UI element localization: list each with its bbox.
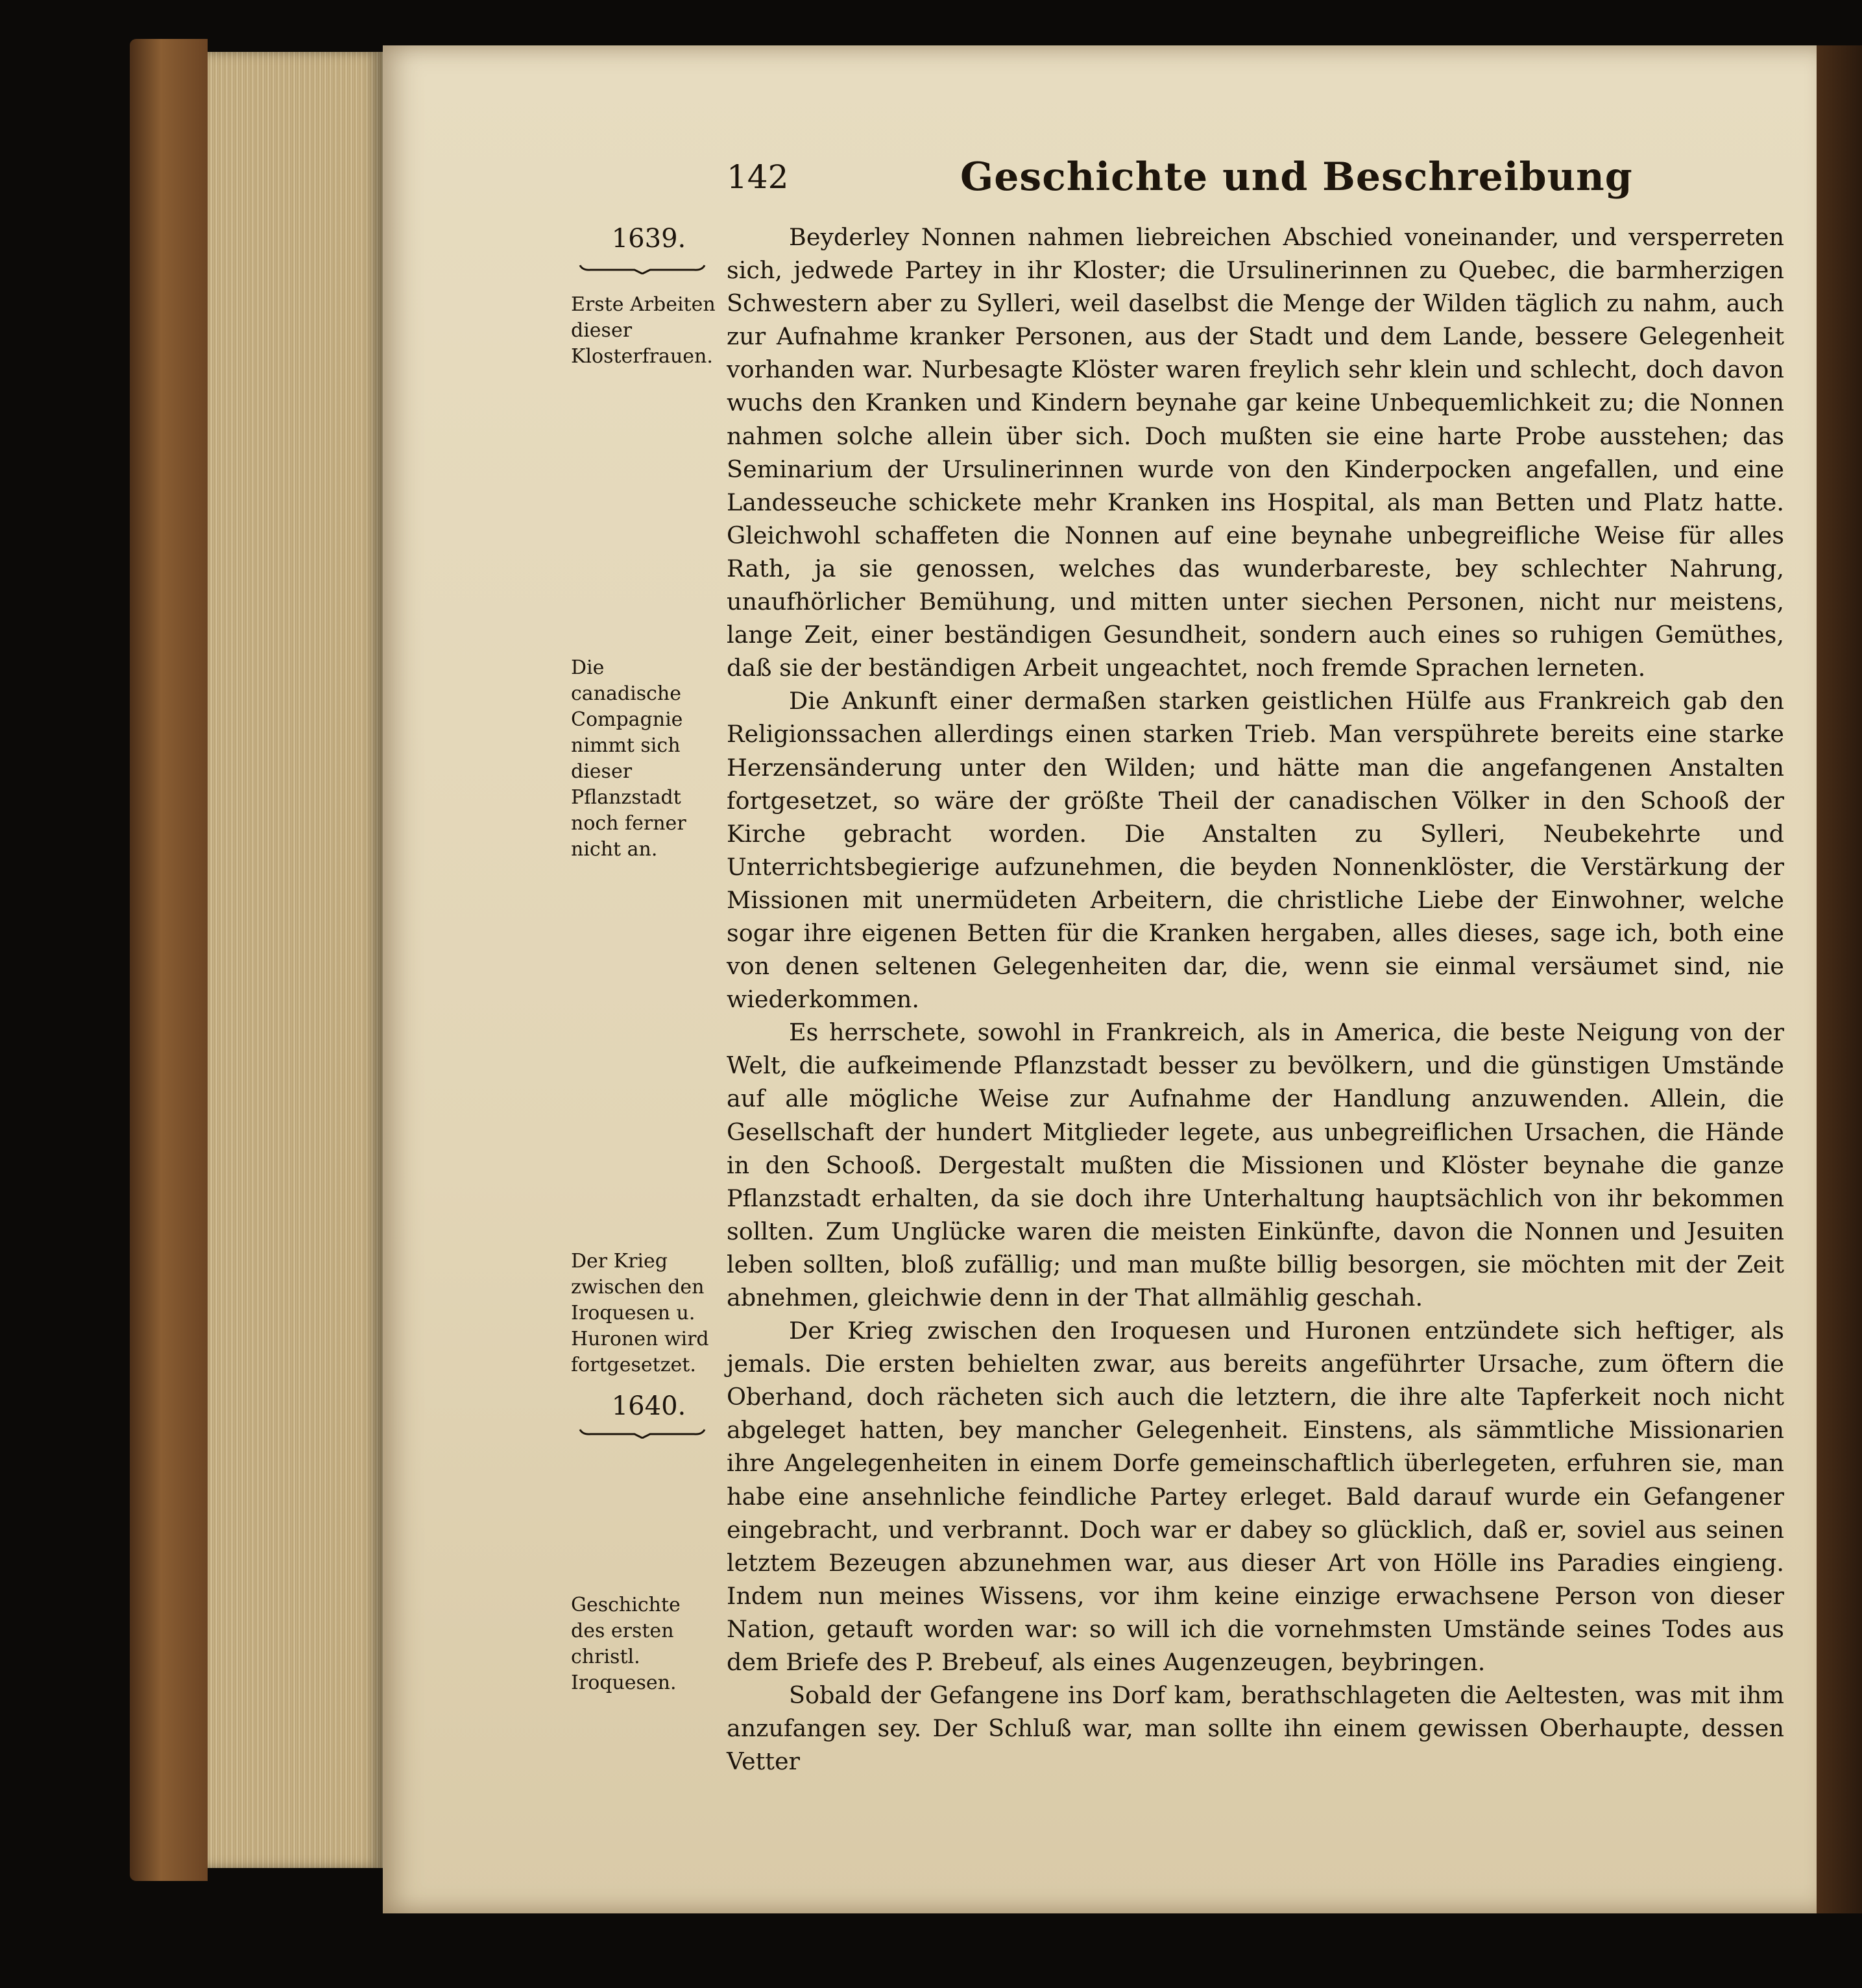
- body-text: [727, 221, 1784, 1778]
- page-number: 142: [727, 158, 789, 196]
- margin-note: Die canadische Compagnie nimmt sich dieser Pflanzstadt noch ferner nicht an.: [571, 656, 686, 861]
- margin-year-1639: 1639.: [611, 224, 686, 254]
- margin-year-1640: 1640.: [611, 1391, 686, 1421]
- margin-note: Der Krieg zwischen den Iroquesen u. Huronen wird fortgesetzet.: [571, 1250, 709, 1376]
- margin-note: Erste Arbeiten dieser Klosterfrauen.: [571, 293, 716, 368]
- page-header: [727, 149, 1804, 201]
- margin-note: Geschichte des ersten christl. Iroquesen.: [571, 1594, 681, 1694]
- ornamental-rule: [577, 1427, 707, 1439]
- page-edges: [208, 52, 383, 1868]
- paragraph: Es herrschete, sowohl in Frankreich, als in America, die beste Neigung von der Welt, die aufkeimende Pflanzstadt besser zu bevölkern, und die günstigen Umstände auf alle mögliche Weise zur Aufnahme der Handlung anzuwenden. Allein, die Gesellschaft der hundert Mitglieder legete, aus unbegreiflichen Ursachen, die Hände in den Schooß. Dergestalt mußten die Missionen und Klöster beynahe die ganze Pflanzstadt erhalten, da sie doch ihre Unterhaltung hauptsächlich von ihr bekommen sollten. Zum Unglücke waren die meisten Einkünfte, davon die Nonnen und Jesuiten leben sollten, bloß zufällig; und man mußte billig besorgen, sie möchten mit der Zeit abnehmen, gleichwie denn in der That allmählig geschah.: [727, 1018, 1784, 1311]
- paragraph: Der Krieg zwischen den Iroquesen und Huronen entzündete sich heftiger, als jemals. Die ersten behielten zwar, aus bereits angeführter Ursache, zum öftern die Oberhand, doch rächeten sich auch die letztern, die ihre alte Tapferkeit noch nicht abgeleget hatten, bey mancher Gelegenheit. Einstens, als sämmtliche Missionarien ihre Angelegenheiten in einem Dorfe gemeinschaftlich überlegeten, erfuhren sie, man habe eine ansehnliche feindliche Partey erleget. Bald darauf wurde ein Gefangener eingebracht, und verbrannt. Doch war er dabey so glücklich, daß er, soviel aus seinen letztem Bezeugen abzunehmen war, aus dieser Art von Hölle ins Paradies eingieng. Indem nun meines Wissens, vor ihm keine einzige erwachsene Person von dieser Nation, getauft worden war: so will ich die vornehmsten Umstände seines Todes aus dem Briefe des P. Brebeuf, als eines Augenzeugen, beybringen.: [727, 1317, 1784, 1677]
- running-title: Geschichte und Beschreibung: [960, 154, 1633, 200]
- ornamental-rule: [577, 263, 707, 274]
- book-cover-left: [130, 39, 208, 1881]
- paragraph: Beyderley Nonnen nahmen liebreichen Abschied voneinander, und versperreten sich, jedwede Partey in ihr Kloster; die Ursulinerinnen zu Quebec, die barmherzigen Schwestern aber zu Sylleri, weil daselbst die Menge der Wilden täglich zu nahm, auch zur Aufnahme kranker Personen, aus der Stadt und dem Lande, bessere Gelegenheit vorhanden war. Nurbesagte Klöster waren freylich sehr klein und schlecht, doch davon wuchs den Kranken und Kindern beynahe gar keine Unbequemlichkeit zu; die Nonnen nahmen solche allein über sich. Doch mußten sie eine harte Probe ausstehen; das Seminarium der Ursulinerinnen wurde von den Kinderpocken angefallen, und eine Landesseuche schickete mehr Kranken ins Hospital, als man Betten und Platz hatte. Gleichwohl schaffeten die Nonnen auf eine beynahe unbegreifliche Weise für alles Rath, ja sie genossen, welches das wunderbareste, bey schlechter Nahrung, unaufhörlicher Bemühung, und mitten unter siechen Personen, nicht nur meistens, lange Zeit, einer beständigen Gesundheit, sondern auch eines so ruhigen Gemüthes, daß sie der beständigen Arbeit ungeachtet, noch fremde Sprachen lerneten.: [727, 223, 1784, 682]
- paragraph: Die Ankunft einer dermaßen starken geistlichen Hülfe aus Frankreich gab den Religionssachen allerdings einen starken Trieb. Man verspührete bereits eine starke Herzensänderung unter den Wilden; und hätte man die angefangenen Anstalten fortgesetzet, so wäre der größte Theil der canadischen Völker in den Schooß der Kirche gebracht worden. Die Anstalten zu Sylleri, Neubekehrte und Unterrichtsbegierige aufzunehmen, die beyden Nonnenklöster, die Verstärkung der Missionen mit unermüdeten Arbeitern, die christliche Liebe der Einwohner, welche sogar ihre eigenen Betten für die Kranken hergaben, alles dieses, sage ich, both eine von denen seltenen Gelegenheiten dar, die, wenn sie einmal versäumet sind, nie wiederkommen.: [727, 687, 1784, 1014]
- paragraph: Sobald der Gefangene ins Dorf kam, berathschlageten die Aeltesten, was mit ihm anzufangen sey. Der Schluß war, man sollte ihn einem gewissen Oberhaupte, dessen Vetter: [727, 1681, 1784, 1776]
- book-cover-right: [1817, 45, 1862, 1913]
